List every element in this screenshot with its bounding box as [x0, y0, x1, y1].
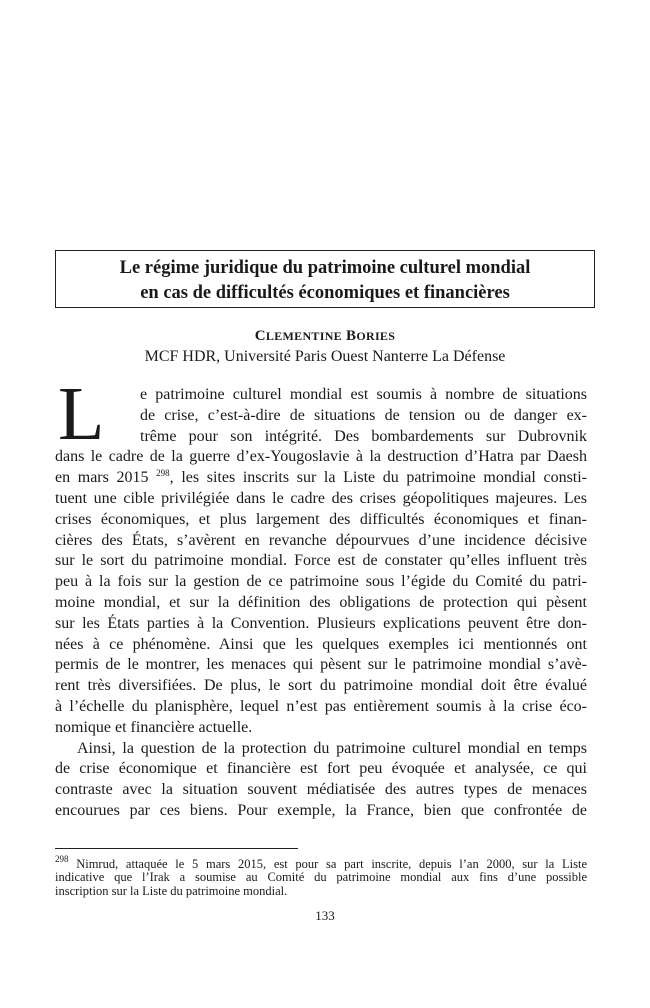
- body-line: Ainsi, la question de la protection du patrimoine culturel mondial en temps: [77, 739, 587, 757]
- footnote-line-text: Nimrud, attaquée le 5 mars 2015, est pour sa part inscrite, depuis l’an 2000, sur la Liste: [68, 857, 587, 871]
- chapter-title-line-1: Le régime juridique du patrimoine culturel mondial: [119, 258, 531, 278]
- body-text: [55, 385, 587, 822]
- body-line: permis de le montrer, les menaces qui pèsent sur le patrimoine mondial s’avè-: [55, 656, 587, 674]
- body-line: crises économiques, et plus largement des difficultés économiques et finan-: [55, 510, 587, 528]
- body-line: nomique et financière actuelle.: [55, 718, 253, 736]
- body-line: trême pour son intégrité. Des bombardements sur Dubrovnik: [140, 427, 587, 445]
- body-line: moine mondial, et sur la définition des obligations de protection qui pèsent: [55, 593, 587, 611]
- body-line: contraste avec la situation souvent médiatisée des autres types de menaces: [55, 781, 587, 799]
- chapter-title-line-2: en cas de difficultés économiques et financières: [140, 283, 510, 303]
- page-number: 133: [315, 908, 335, 923]
- author-first-rest: LEMENTINE: [265, 329, 342, 343]
- body-line: peu à la fois sur la gestion de ce patrimoine sous l’égide du Comité du patri-: [55, 573, 587, 591]
- footnote-reference: 298: [156, 468, 170, 479]
- drop-cap: L: [58, 372, 105, 456]
- author-last-rest: ORIES: [356, 329, 396, 343]
- body-line: dans le cadre de la guerre d’ex-Yougoslavie à la destruction d’Hatra par Daesh: [55, 448, 587, 466]
- body-line: tuent une cible privilégiée dans le cadre des crises géopolitiques majeures. Les: [55, 489, 587, 507]
- body-line: sur les États parties à la Convention. Plusieurs explications peuvent être don-: [55, 614, 587, 632]
- body-line-segment: , les sites inscrits sur la Liste du patrimoine mondial consti-: [169, 469, 588, 487]
- author-name: [0, 328, 650, 345]
- footnote-line: [55, 854, 587, 871]
- author-first-initial: C: [254, 328, 266, 344]
- footnote-line: indicative que l’Irak a soumise au Comité du patrimoine mondial aux fins d’une possible: [55, 870, 587, 885]
- body-line-segment: en mars 2015: [55, 469, 149, 487]
- chapter-title-box: [55, 250, 595, 308]
- author-affiliation: MCF HDR, Université Paris Ouest Nanterre La Défense: [144, 348, 506, 365]
- author-last-initial: B: [346, 328, 357, 344]
- footnote-separator: [55, 848, 298, 849]
- body-line: sur le sort du patrimoine mondial. Force est de constater qu’elles influent très: [55, 552, 587, 570]
- body-line: nées à ce phénomène. Ainsi que les quelques exemples ici mentionnés ont: [55, 635, 587, 653]
- footnote-number: 298: [55, 854, 69, 864]
- body-line: de crise économique et financière est fort peu évoquée et analysée, ce qui: [55, 760, 587, 778]
- body-line: de crise, c’est-à-dire de situations de tension ou de danger ex-: [140, 406, 587, 424]
- body-line: à l’échelle du planisphère, lequel n’est pas entièrement soumis à la crise éco-: [55, 697, 587, 715]
- footnote: [55, 854, 587, 898]
- body-line: cières des États, s’avèrent en revanche dépourvues d’une incidence décisive: [55, 531, 587, 549]
- body-line: encourues par ces biens. Pour exemple, la France, bien que confrontée de: [55, 801, 587, 819]
- body-line: e patrimoine culturel mondial est soumis à nombre de situations: [140, 386, 587, 403]
- body-line-with-note: [55, 468, 587, 489]
- body-line: rent très diversifiées. De plus, le sort du patrimoine mondial doit être évalué: [55, 677, 587, 695]
- footnote-line: inscription sur la Liste du patrimoine mondial.: [55, 883, 288, 898]
